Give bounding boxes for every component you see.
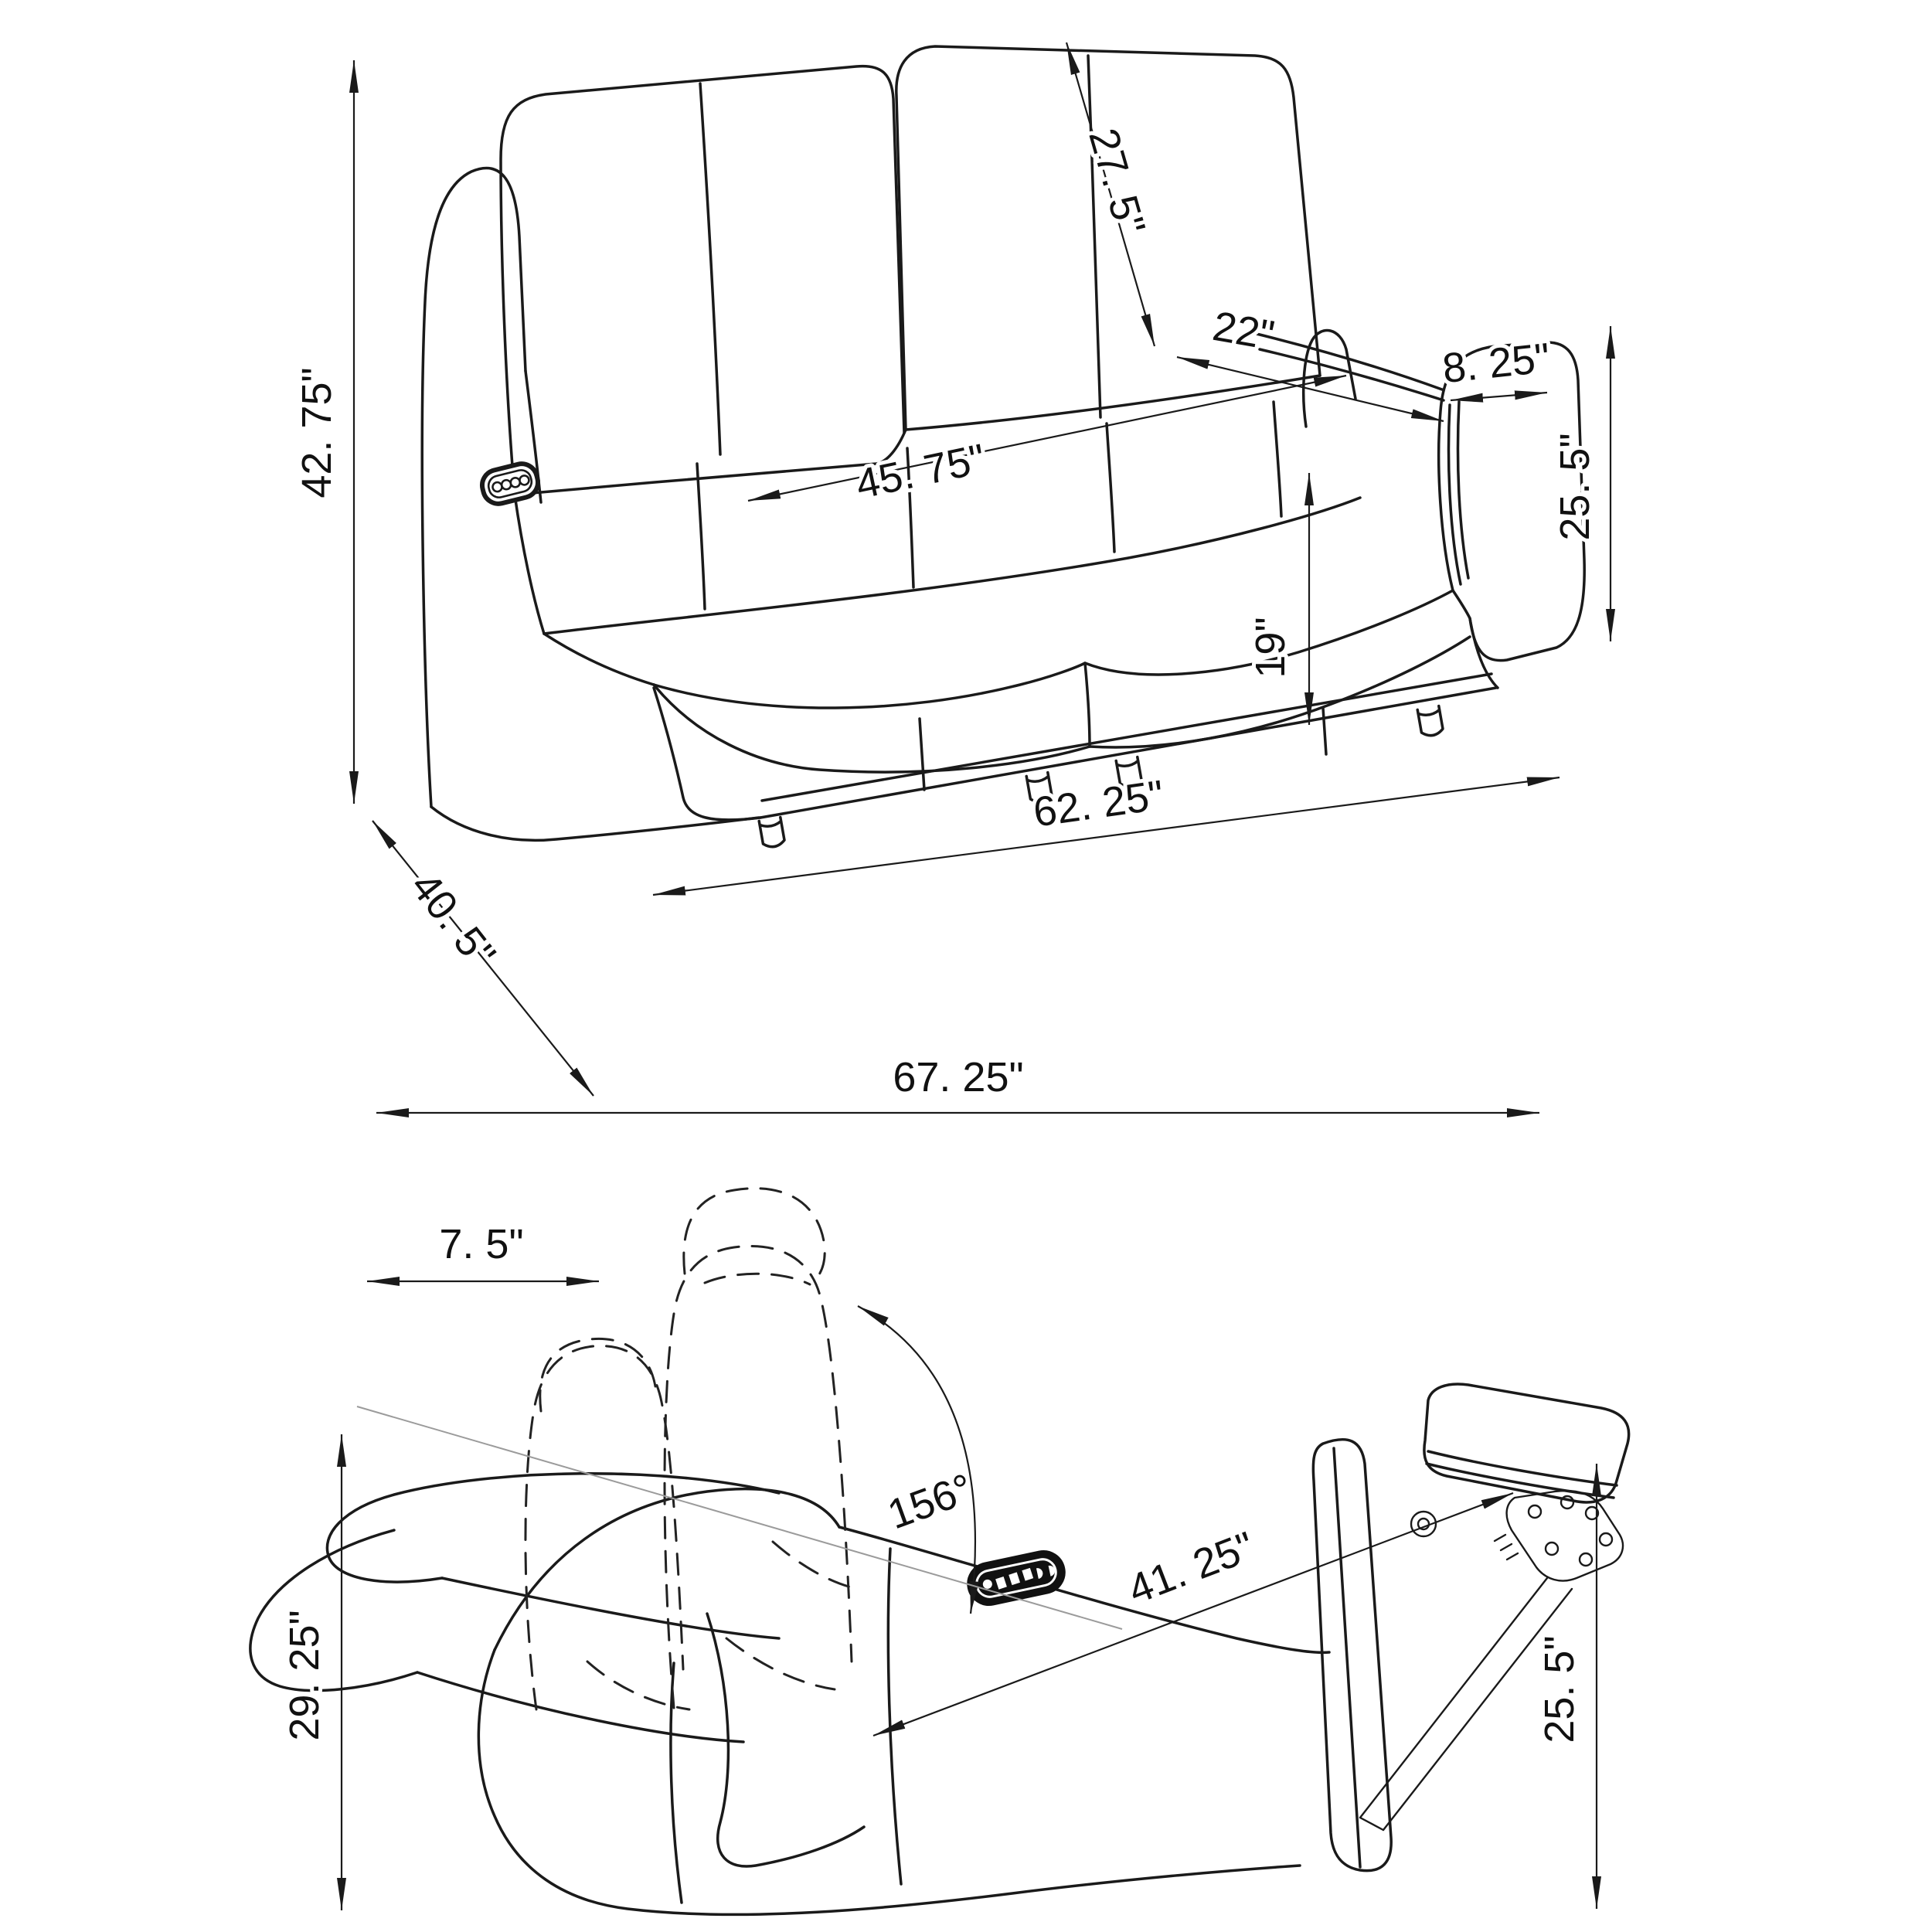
sofa-dimension-overall-height bbox=[294, 60, 354, 804]
recline-guide-line bbox=[357, 1406, 1122, 1629]
dim-label-base-width: 62. 25" bbox=[1030, 771, 1167, 836]
dim-label-overall-depth: 40. 5" bbox=[401, 863, 505, 978]
recliner-dimension-wall-clearance bbox=[367, 1221, 599, 1281]
dim-label-arm-height: 25. 5" bbox=[1552, 433, 1598, 541]
dim-label-arm-top-width: 8. 25" bbox=[1440, 334, 1553, 393]
power-control-icon bbox=[479, 461, 542, 507]
sofa-dimension-back-diagonal bbox=[1066, 43, 1155, 346]
dim-label-recline-angle: 156° bbox=[882, 1464, 979, 1539]
recliner-line-art bbox=[250, 1189, 1629, 1915]
recliner-dimension-recline-angle bbox=[882, 1465, 978, 1539]
dim-label-seat-width: 45. 75" bbox=[852, 435, 990, 509]
dim-label-overall-length: 67. 25" bbox=[893, 1054, 1024, 1100]
recline-angle-arc bbox=[858, 1306, 975, 1614]
recliner-dimension-reclined-height bbox=[281, 1434, 342, 1910]
recliner-dimension-seat-back-height bbox=[1536, 1464, 1597, 1909]
upright-back-ghost bbox=[526, 1189, 858, 1709]
dim-label-back-length: 41. 25" bbox=[1121, 1522, 1261, 1614]
recliner-dimension-back-length bbox=[873, 1493, 1513, 1736]
recliner-dimension-overall-length bbox=[376, 1054, 1539, 1113]
dim-label-wall-clearance: 7. 5" bbox=[439, 1221, 524, 1267]
footrest-mechanism bbox=[1360, 1491, 1623, 1830]
dim-label-reclined-height: 29. 25" bbox=[281, 1610, 328, 1741]
sofa-dimension-arm-height bbox=[1552, 326, 1611, 641]
dim-label-seat-height: 19" bbox=[1247, 617, 1294, 679]
sofa-dimension-arm-top-width bbox=[1440, 335, 1553, 400]
dim-label-overall-height: 42. 75" bbox=[294, 367, 340, 498]
sofa-dimension-seat-width bbox=[748, 376, 1346, 508]
sofa-feet bbox=[759, 706, 1444, 849]
power-control-icon bbox=[964, 1546, 1070, 1609]
dim-label-back-diagonal: 27. 5" bbox=[1080, 123, 1155, 240]
sofa-dimension-seat-height bbox=[1247, 473, 1309, 725]
dim-label-seat-back-height: 25. 5" bbox=[1536, 1635, 1583, 1743]
sofa-dimension-overall-depth bbox=[372, 821, 594, 1096]
sofa-dimension-base-width bbox=[653, 772, 1560, 895]
dim-label-seat-depth: 22" bbox=[1209, 302, 1278, 359]
